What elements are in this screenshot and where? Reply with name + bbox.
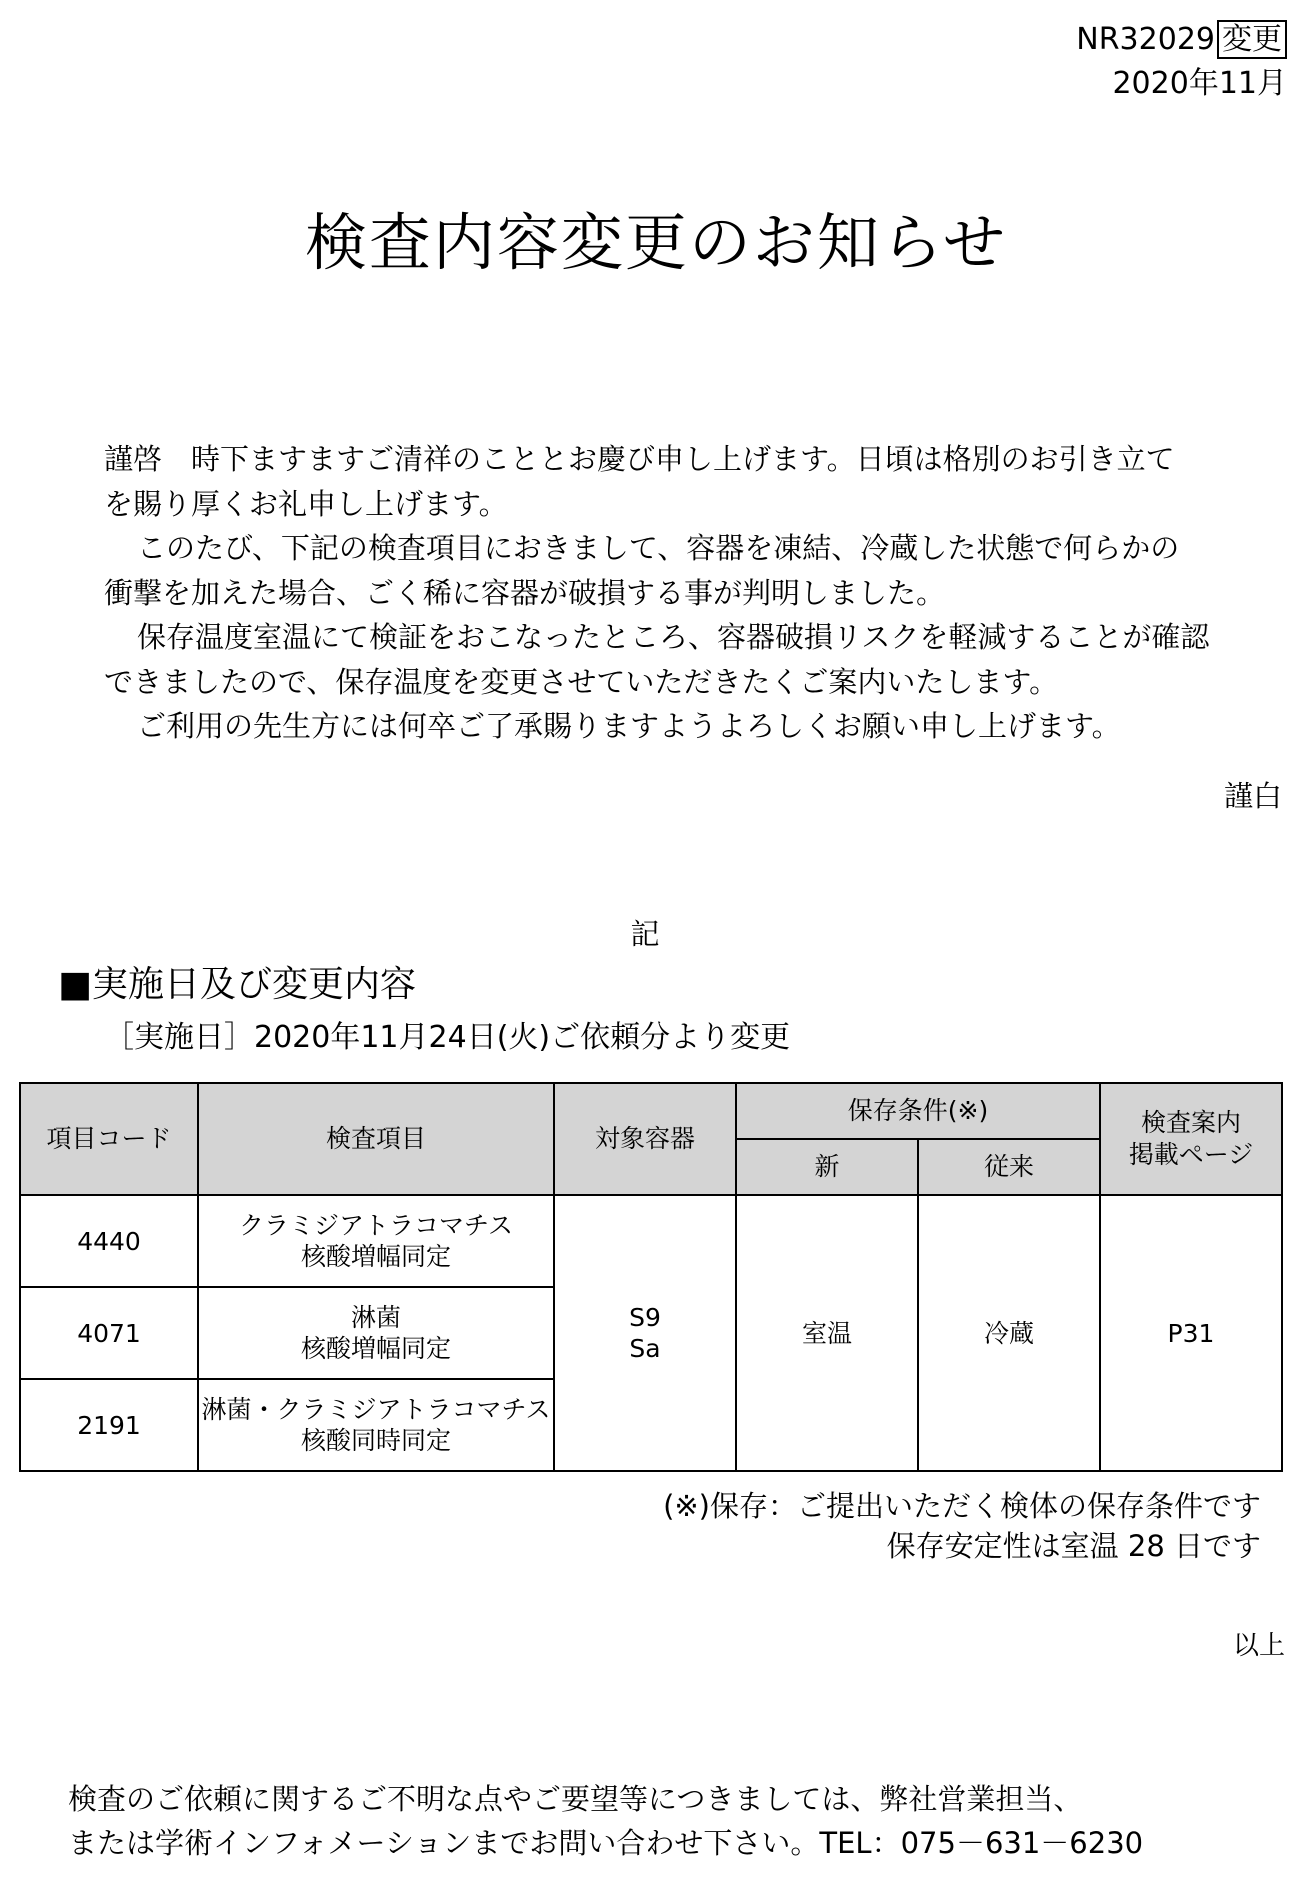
table-row	[20, 1195, 1282, 1287]
body-line-4: 衝撃を加えた場合、ごく稀に容器が破損する事が判明しました。	[104, 575, 946, 610]
storage-note	[663, 1486, 1261, 1566]
header-container: 対象容器	[554, 1083, 736, 1195]
closing-word: 謹白	[1223, 779, 1282, 813]
ki-heading: 記	[630, 917, 660, 951]
document-code: NR32029	[1076, 22, 1215, 57]
change-table	[19, 1082, 1283, 1472]
end-mark: 以上	[1232, 1631, 1285, 1661]
cell-storage-new: 室温	[736, 1195, 918, 1471]
letter-body	[104, 437, 1279, 749]
body-line-6: できましたので、保存温度を変更させていただきたくご案内いたします。	[104, 664, 1059, 699]
document-date: 2020年11月	[1112, 66, 1287, 101]
cell-container: S9 Sa	[554, 1195, 736, 1471]
body-line-2: を賜り厚くお礼申し上げます。	[104, 486, 508, 521]
header-item: 検査項目	[198, 1083, 554, 1195]
footer-line-2: または学術インフォメーションまでお問い合わせ下さい。TEL：075－631－6230	[68, 1826, 1144, 1860]
body-line-1: 謹啓 時下ますますご清祥のこととお慶び申し上げます。日頃は格別のお引き立て	[104, 442, 1175, 476]
header-page: 検査案内 掲載ページ	[1100, 1083, 1282, 1195]
header-code: 項目コード	[20, 1083, 198, 1195]
cell-item: クラミジアトラコマチス 核酸増幅同定	[198, 1195, 554, 1287]
cell-item: 淋菌・クラミジアトラコマチス 核酸同時同定	[198, 1379, 554, 1471]
header-storage-old: 従来	[918, 1139, 1100, 1195]
document-id	[1076, 22, 1287, 58]
page-title: 検査内容変更のお知らせ	[304, 206, 1008, 279]
body-line-3: このたび、下記の検査項目におきまして、容器を凍結、冷蔵した状態で何らかの	[137, 531, 1180, 565]
cell-item: 淋菌 核酸増幅同定	[198, 1287, 554, 1379]
header-storage: 保存条件(※)	[736, 1083, 1100, 1139]
cell-page: P31	[1100, 1195, 1282, 1471]
cell-storage-old: 冷蔵	[918, 1195, 1100, 1471]
body-line-7: ご利用の先生方には何卒ご了承賜りますようよろしくお願い申し上げます。	[137, 709, 1121, 743]
change-badge: 変更	[1217, 20, 1287, 59]
storage-note-line-1: (※)保存：ご提出いただく検体の保存条件です	[663, 1489, 1261, 1523]
footer-line-1: 検査のご依頼に関するご不明な点やご要望等につきましては、弊社営業担当、	[68, 1782, 1083, 1816]
cell-code: 4440	[20, 1195, 198, 1287]
storage-note-line-2: 保存安定性は室温 28 日です	[886, 1529, 1261, 1563]
section-title: ■実施日及び変更内容	[58, 964, 417, 1005]
cell-code: 4071	[20, 1287, 198, 1379]
cell-code: 2191	[20, 1379, 198, 1471]
body-line-5: 保存温度室温にて検証をおこなったところ、容器破損リスクを軽減することが確認	[137, 620, 1210, 654]
contact-footer	[68, 1777, 1143, 1865]
implementation-date: ［実施日］2020年11月24日(火)ご依頼分より変更	[104, 1020, 791, 1055]
header-storage-new: 新	[736, 1139, 918, 1195]
